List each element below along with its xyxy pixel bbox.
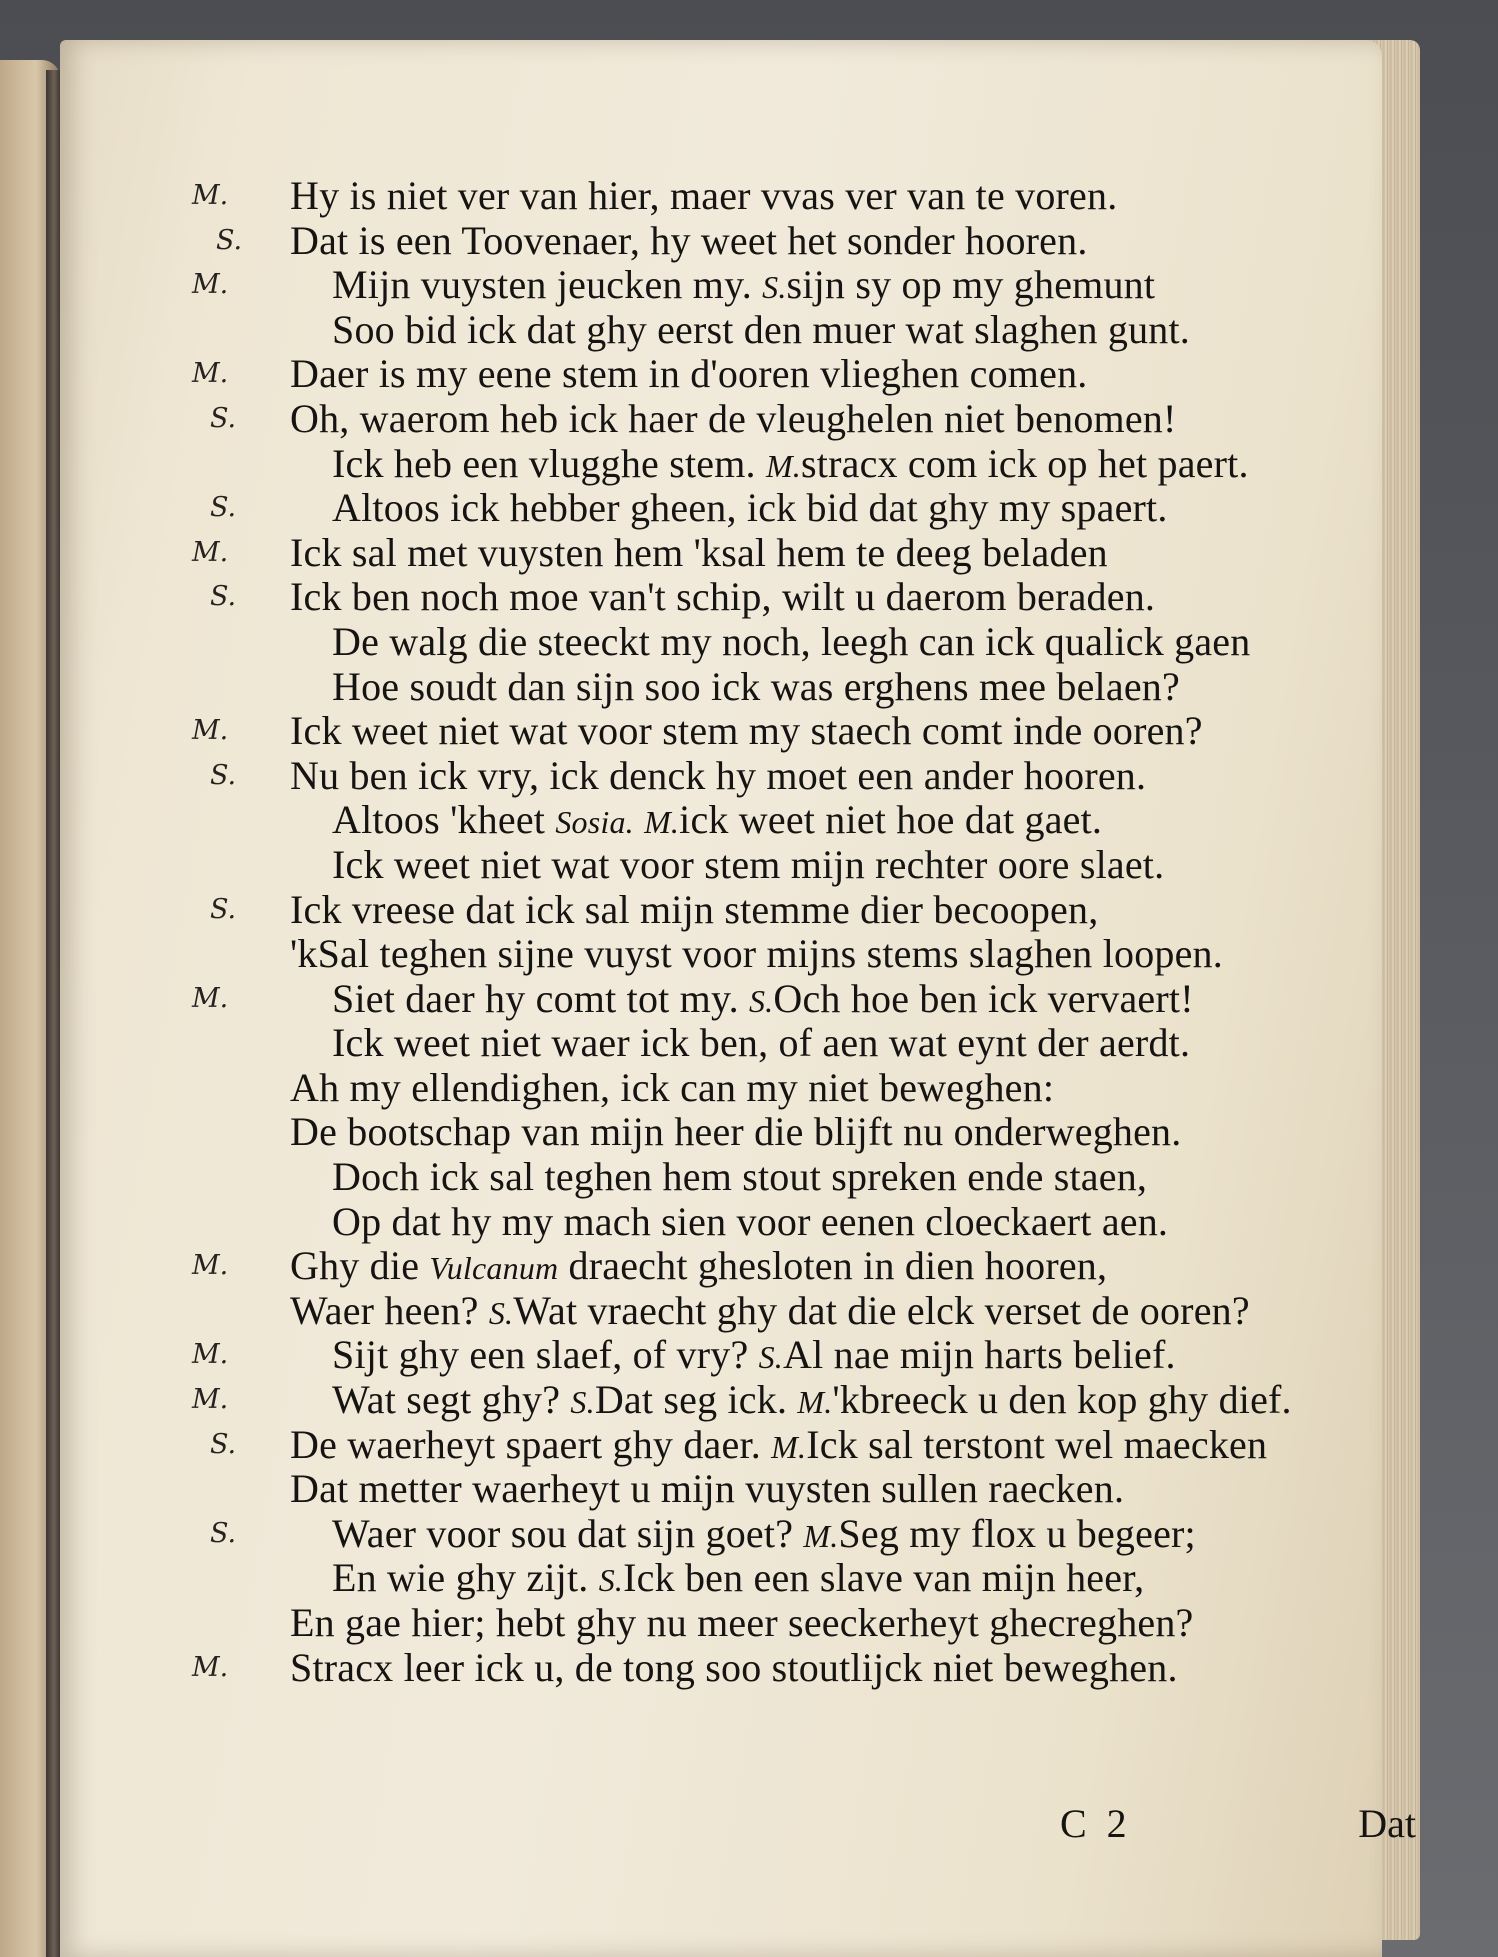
- verse-line: [170, 1064, 1440, 1109]
- verse-text: [332, 1510, 1196, 1557]
- verse-fragment: Ick vreese dat ick sal mijn stemme dier becoopen,: [290, 886, 1099, 932]
- italic-text: S.: [762, 269, 787, 306]
- italic-text: S.: [488, 1294, 514, 1331]
- italic-text: S.: [758, 1339, 784, 1376]
- speaker-label: M.: [192, 715, 229, 747]
- verse-fragment: Hy is niet ver van hier, maer vvas ver van te voren.: [290, 173, 1118, 218]
- speaker-label: M.: [192, 1651, 229, 1683]
- verse-line: [170, 172, 1440, 217]
- verse-text: [332, 1331, 1176, 1378]
- verse-line: [170, 1376, 1440, 1421]
- speaker-label: S.: [210, 1428, 237, 1460]
- verse-text: [290, 1421, 1267, 1468]
- verse-text: [332, 663, 1180, 710]
- verse-fragment: Ghy die: [290, 1243, 430, 1289]
- verse-fragment: Mijn vuysten jeucken my.: [332, 262, 763, 308]
- verse-fragment: sijn sy op my ghemunt: [786, 262, 1156, 308]
- speaker-label: S.: [210, 759, 237, 791]
- verse-text: [290, 752, 1146, 799]
- verse-fragment: Dat is een Toovenaer, hy weet het sonder hooren.: [290, 217, 1088, 263]
- verse-text: [290, 573, 1155, 620]
- italic-text: S.: [748, 982, 774, 1019]
- verse-line: [170, 395, 1440, 440]
- speaker-label: M.: [192, 536, 229, 568]
- verse-line: [170, 484, 1440, 529]
- italic-text: Sosia.: [555, 804, 634, 841]
- verse-text: [290, 529, 1108, 576]
- verse-fragment: Ick heb een vlugghe stem.: [332, 440, 766, 486]
- verse-text: [290, 1644, 1178, 1691]
- verse-fragment: En wie ghy zijt.: [332, 1555, 599, 1601]
- verse-line: [170, 1019, 1440, 1064]
- verse-fragment: stracx com ick op het paert.: [801, 440, 1249, 486]
- verse-line: [170, 663, 1440, 708]
- verse-fragment: Ick weet niet waer ick ben, of aen wat eynt der aerdt.: [332, 1020, 1191, 1066]
- catchword: Dat: [1358, 1801, 1416, 1846]
- book-page: [60, 40, 1416, 1957]
- speaker-label: S.: [210, 893, 237, 925]
- speaker-label: S.: [210, 402, 237, 434]
- verse-text: [332, 1019, 1190, 1066]
- verse-text: [332, 484, 1168, 531]
- italic-text: M.: [771, 1428, 807, 1465]
- verse-line: [170, 930, 1440, 975]
- verse-fragment: Altoos 'kheet: [332, 797, 556, 843]
- verse-line: [170, 707, 1440, 752]
- verse-line: [170, 306, 1440, 351]
- speaker-label: S.: [216, 224, 243, 256]
- verse-fragment: Waer heen?: [290, 1287, 489, 1333]
- verse-fragment: ick weet niet hoe dat gaet.: [679, 797, 1103, 843]
- verse-line: [170, 529, 1440, 574]
- verse-fragment: Dat seg ick.: [594, 1377, 798, 1423]
- verse-text: [332, 841, 1164, 888]
- verse-fragment: Ick ben noch moe van't schip, wilt u daerom beraden.: [290, 574, 1156, 620]
- speaker-label: M.: [192, 358, 229, 390]
- italic-text: M.: [797, 1384, 833, 1421]
- verse-fragment: Waer voor sou dat sijn goet?: [332, 1510, 804, 1556]
- verse-fragment: [634, 797, 644, 842]
- verse-text: [332, 796, 1102, 843]
- verse-fragment: Al nae mijn harts belief.: [783, 1332, 1176, 1378]
- verse-text: [290, 1242, 1107, 1289]
- speaker-label: S.: [210, 492, 237, 524]
- italic-text: S.: [598, 1562, 624, 1599]
- italic-text: Vulcanum: [429, 1250, 559, 1287]
- verse-fragment: Ick ben een slave van mijn heer,: [623, 1555, 1145, 1601]
- verse-fragment: Wat vraecht ghy dat die elck verset de ooren?: [513, 1287, 1250, 1333]
- verse-line: [170, 1644, 1440, 1689]
- verse-line: [170, 886, 1440, 931]
- verse-text: [290, 217, 1088, 264]
- verse-text: [332, 1153, 1147, 1200]
- verse-text: [290, 350, 1087, 397]
- verse-fragment: 'kSal teghen sijne vuyst voor mijns stems slaghen loopen.: [290, 931, 1223, 977]
- verse-line: [170, 796, 1440, 841]
- verse-line: [170, 1108, 1440, 1153]
- verse-text: [290, 707, 1203, 754]
- verse-line: [170, 618, 1440, 663]
- speaker-label: M.: [192, 982, 229, 1014]
- verse-fragment: Stracx leer ick u, de tong soo stoutlijck niet beweghen.: [290, 1644, 1178, 1690]
- verse-line: [170, 261, 1440, 306]
- verse-fragment: Ick weet niet wat voor stem my staech comt inde ooren?: [290, 708, 1203, 754]
- speaker-label: S.: [210, 581, 237, 613]
- verse-fragment: De waerheyt spaert ghy daer.: [290, 1421, 772, 1467]
- verse-fragment: Soo bid ick dat ghy eerst den muer wat slaghen gunt.: [332, 306, 1190, 352]
- verse-fragment: De walg die steeckt my noch, leegh can ick qualick gaen: [332, 618, 1251, 664]
- verse-fragment: Hoe soudt dan sijn soo ick was erghens mee belaen?: [332, 663, 1180, 709]
- verse-text: [290, 1108, 1181, 1155]
- verse-fragment: Ick weet niet wat voor stem mijn rechter oore slaet.: [332, 841, 1165, 887]
- verse-line: [170, 1421, 1440, 1466]
- verse-text-block: [170, 172, 1440, 1688]
- verse-fragment: Sijt ghy een slaef, of vry?: [332, 1332, 759, 1378]
- verse-text: [290, 1287, 1250, 1334]
- verse-text: [290, 1064, 1054, 1111]
- verse-text: [290, 395, 1177, 442]
- verse-text: [332, 1376, 1292, 1423]
- italic-text: S.: [570, 1384, 595, 1421]
- verse-fragment: Oh, waerom heb ick haer de vleughelen niet benomen!: [290, 395, 1177, 441]
- verse-fragment: Ick sal met vuysten hem 'ksal hem te deeg beladen: [290, 529, 1108, 575]
- verse-fragment: Op dat hy my mach sien voor eenen cloeckaert aen.: [332, 1198, 1169, 1244]
- verse-line: [170, 1242, 1440, 1287]
- verse-text: [332, 975, 1194, 1022]
- verse-line: [170, 1153, 1440, 1198]
- verse-fragment: Nu ben ick vry, ick denck hy moet een ander hooren.: [290, 752, 1147, 798]
- verse-text: [290, 172, 1117, 219]
- verse-text: [332, 1554, 1144, 1601]
- verse-line: [170, 440, 1440, 485]
- speaker-label: M.: [192, 269, 229, 301]
- verse-fragment: Ah my ellendighen, ick can my niet beweghen:: [290, 1064, 1055, 1110]
- speaker-label: S.: [210, 1517, 237, 1549]
- verse-text: [290, 930, 1223, 977]
- italic-text: M.: [765, 447, 802, 484]
- verse-text: [290, 1465, 1124, 1512]
- verse-text: [332, 440, 1249, 487]
- verse-fragment: Siet daer hy comt tot my.: [332, 975, 749, 1021]
- speaker-label: M.: [192, 1339, 229, 1371]
- verse-fragment: Och hoe ben ick vervaert!: [773, 975, 1194, 1021]
- signature-mark: C 2: [1060, 1801, 1127, 1846]
- verse-text: [332, 1198, 1168, 1245]
- verse-fragment: Dat metter waerheyt u mijn vuysten sullen raecken.: [290, 1466, 1125, 1512]
- verse-fragment: 'kbreeck u den kop ghy dief.: [832, 1377, 1292, 1423]
- italic-text: M.: [644, 804, 680, 841]
- verse-fragment: Daer is my eene stem in d'ooren vlieghen comen.: [290, 351, 1088, 397]
- verse-line: [170, 1465, 1440, 1510]
- verse-line: [170, 1554, 1440, 1599]
- verse-text: [332, 306, 1190, 353]
- verse-text: [290, 886, 1098, 933]
- verse-line: [170, 975, 1440, 1020]
- verse-fragment: En gae hier; hebt ghy nu meer seeckerheyt ghecreghen?: [290, 1600, 1194, 1645]
- verse-text: [332, 618, 1250, 665]
- verse-fragment: Wat segt ghy?: [332, 1377, 571, 1423]
- page-footer: [1060, 1800, 1440, 1860]
- verse-fragment: Ick sal terstont wel maecken: [806, 1421, 1268, 1467]
- verse-fragment: draecht ghesloten in dien hooren,: [558, 1243, 1108, 1289]
- speaker-label: M.: [192, 1384, 229, 1416]
- italic-text: M.: [803, 1517, 839, 1554]
- verse-fragment: Seg my flox u begeer;: [838, 1510, 1196, 1556]
- verse-line: [170, 1331, 1440, 1376]
- verse-line: [170, 1198, 1440, 1243]
- speaker-label: M.: [192, 180, 229, 211]
- verse-line: [170, 350, 1440, 395]
- verse-fragment: De bootschap van mijn heer die blijft nu onderweghen.: [290, 1109, 1182, 1155]
- verse-line: [170, 1287, 1440, 1332]
- verse-line: [170, 217, 1440, 262]
- verse-line: [170, 1599, 1440, 1644]
- verse-line: [170, 841, 1440, 886]
- verse-text: [332, 261, 1155, 308]
- verse-text: [290, 1599, 1194, 1646]
- verse-line: [170, 752, 1440, 797]
- verse-fragment: Doch ick sal teghen hem stout spreken ende staen,: [332, 1154, 1148, 1200]
- speaker-label: M.: [192, 1250, 229, 1282]
- verse-line: [170, 573, 1440, 618]
- verse-fragment: Altoos ick hebber gheen, ick bid dat ghy my spaert.: [332, 485, 1168, 531]
- verse-line: [170, 1510, 1440, 1555]
